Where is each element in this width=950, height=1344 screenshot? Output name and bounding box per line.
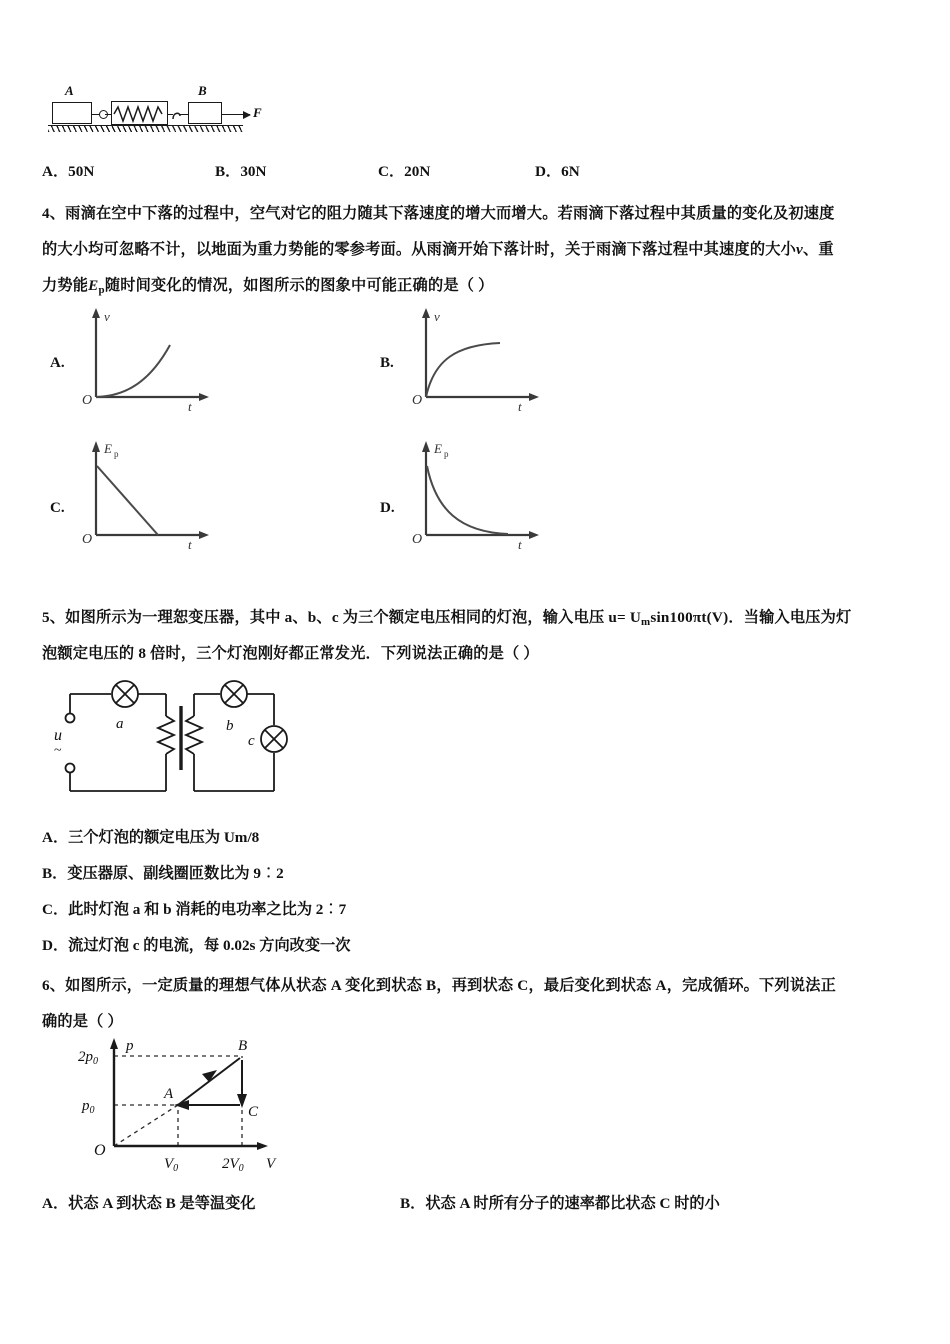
spring-coil-icon xyxy=(114,105,166,123)
q4-graph-a-label: A. xyxy=(50,355,65,371)
pv-diagram xyxy=(42,1030,302,1175)
ground-hatching xyxy=(48,125,243,132)
q4-graph-d xyxy=(408,435,548,552)
block-b xyxy=(188,102,222,124)
q6-option-b[interactable]: B．状态 A 时所有分子的速率都比状态 C 时的小 xyxy=(400,1195,720,1212)
q4-line3-post: 随时间变化的情况，如图所示的图象中可能正确的是（ ） xyxy=(104,277,494,294)
q4-stem-line2 xyxy=(42,232,834,268)
q4-stem-line3 xyxy=(42,268,494,308)
force-label: F xyxy=(253,105,262,120)
svg-text:O: O xyxy=(412,393,423,408)
q4-line2-pre: 的大小均可忽略不计，以地面为重力势能的零参考面。从雨滴开始下落计时，关于雨滴下落过程中其速度的大小 xyxy=(42,241,796,258)
svg-text:V0: $V_0$ xyxy=(164,1156,179,1174)
q4-line2-post: 、重 xyxy=(802,241,834,258)
q3-option-a[interactable]: A．50N xyxy=(42,163,95,180)
q4-line3-pre: 力势能 xyxy=(42,277,89,294)
svg-text:v: v xyxy=(104,309,110,324)
svg-text:p: p xyxy=(114,449,119,459)
svg-text:A: A xyxy=(164,1086,174,1102)
transformer-circuit-figure xyxy=(48,672,293,807)
svg-text:b: b xyxy=(226,718,234,734)
svg-text:O: O xyxy=(94,1142,106,1159)
q4-graph-a xyxy=(78,305,218,414)
q5-option-c[interactable]: C．此时灯泡 a 和 b 消耗的电功率之比为 2︰7 xyxy=(42,901,347,918)
svg-text:t: t xyxy=(188,399,192,414)
q5-line1-pre: 5、如图所示为一理恕变压器，其中 a、b、c 为三个额定电压相同的灯泡，输入电压 u= U xyxy=(42,609,642,626)
q4-stem-line1: 4、雨滴在空中下落的过程中，空气对它的阻力随其下落速度的增大而增大。若雨滴下落过程中其质量的变化及初速度 xyxy=(42,205,835,222)
q5-stem-line1 xyxy=(42,600,851,640)
svg-text:u: u xyxy=(54,727,62,744)
q5-stem-line2: 泡额定电压的 8 倍时，三个灯泡刚好都正常发光．下列说法正确的是（ ） xyxy=(42,645,539,662)
svg-text:B: B xyxy=(238,1038,248,1054)
q3-option-d[interactable]: D．6N xyxy=(535,163,580,180)
svg-text:O: O xyxy=(82,532,93,547)
svg-text:p: p xyxy=(444,449,449,459)
q4-graph-c-label: C. xyxy=(50,500,65,516)
svg-text:c: c xyxy=(248,733,255,749)
svg-text:V: V xyxy=(266,1156,276,1172)
svg-text:t: t xyxy=(188,537,192,552)
blocks-spring-figure xyxy=(48,83,262,136)
q4-graph-d-label: D. xyxy=(380,500,395,516)
q4-graph-b xyxy=(408,305,548,414)
q5-option-a[interactable]: A．三个灯泡的额定电压为 Um/8 xyxy=(42,829,260,846)
q4-line2-v: v xyxy=(796,241,803,258)
svg-text:v: v xyxy=(434,309,440,324)
svg-text:~: ~ xyxy=(54,743,62,758)
q5-line1-sub: m xyxy=(641,616,651,629)
svg-text:E: E xyxy=(104,441,112,456)
svg-text:p0: $p_0$ xyxy=(82,1098,95,1116)
block-a-label: A xyxy=(65,83,74,98)
q3-option-b[interactable]: B．30N xyxy=(215,163,267,180)
q6-option-a[interactable]: A．状态 A 到状态 B 是等温变化 xyxy=(42,1195,256,1212)
q5-option-d[interactable]: D．流过灯泡 c 的电流，每 0.02s 方向改变一次 xyxy=(42,937,351,954)
svg-text:t: t xyxy=(518,399,522,414)
q3-option-c[interactable]: C．20N xyxy=(378,163,431,180)
q5-line1-post: sin100πt(V)．当输入电压为灯 xyxy=(650,609,852,626)
block-a xyxy=(52,102,92,124)
svg-text:t: t xyxy=(518,537,522,552)
svg-text:O: O xyxy=(82,393,93,408)
svg-text:C: C xyxy=(248,1104,259,1120)
svg-text:a: a xyxy=(116,716,124,732)
q4-line3-esub: p xyxy=(98,284,105,297)
svg-text:E: E xyxy=(434,441,442,456)
q5-option-b[interactable]: B．变压器原、副线圈匝数比为 9︰2 xyxy=(42,865,284,882)
svg-text:p: p xyxy=(126,1038,134,1054)
q6-stem-line2: 确的是（ ） xyxy=(42,1013,123,1030)
q4-line3-e: E xyxy=(88,277,99,294)
svg-text:O: O xyxy=(412,532,423,547)
q6-stem-line1: 6、如图所示，一定质量的理想气体从状态 A 变化到状态 B，再到状态 C，最后变化到状态 A，完成循环。下列说法正 xyxy=(42,977,836,994)
block-b-label: B xyxy=(198,83,207,98)
svg-text:2p0: $2p_0$ xyxy=(78,1049,98,1067)
q4-graph-c xyxy=(78,435,218,552)
force-arrow xyxy=(222,114,250,115)
q4-graph-b-label: B. xyxy=(380,355,394,371)
svg-text:2V0: $2V_0$ xyxy=(222,1156,244,1174)
